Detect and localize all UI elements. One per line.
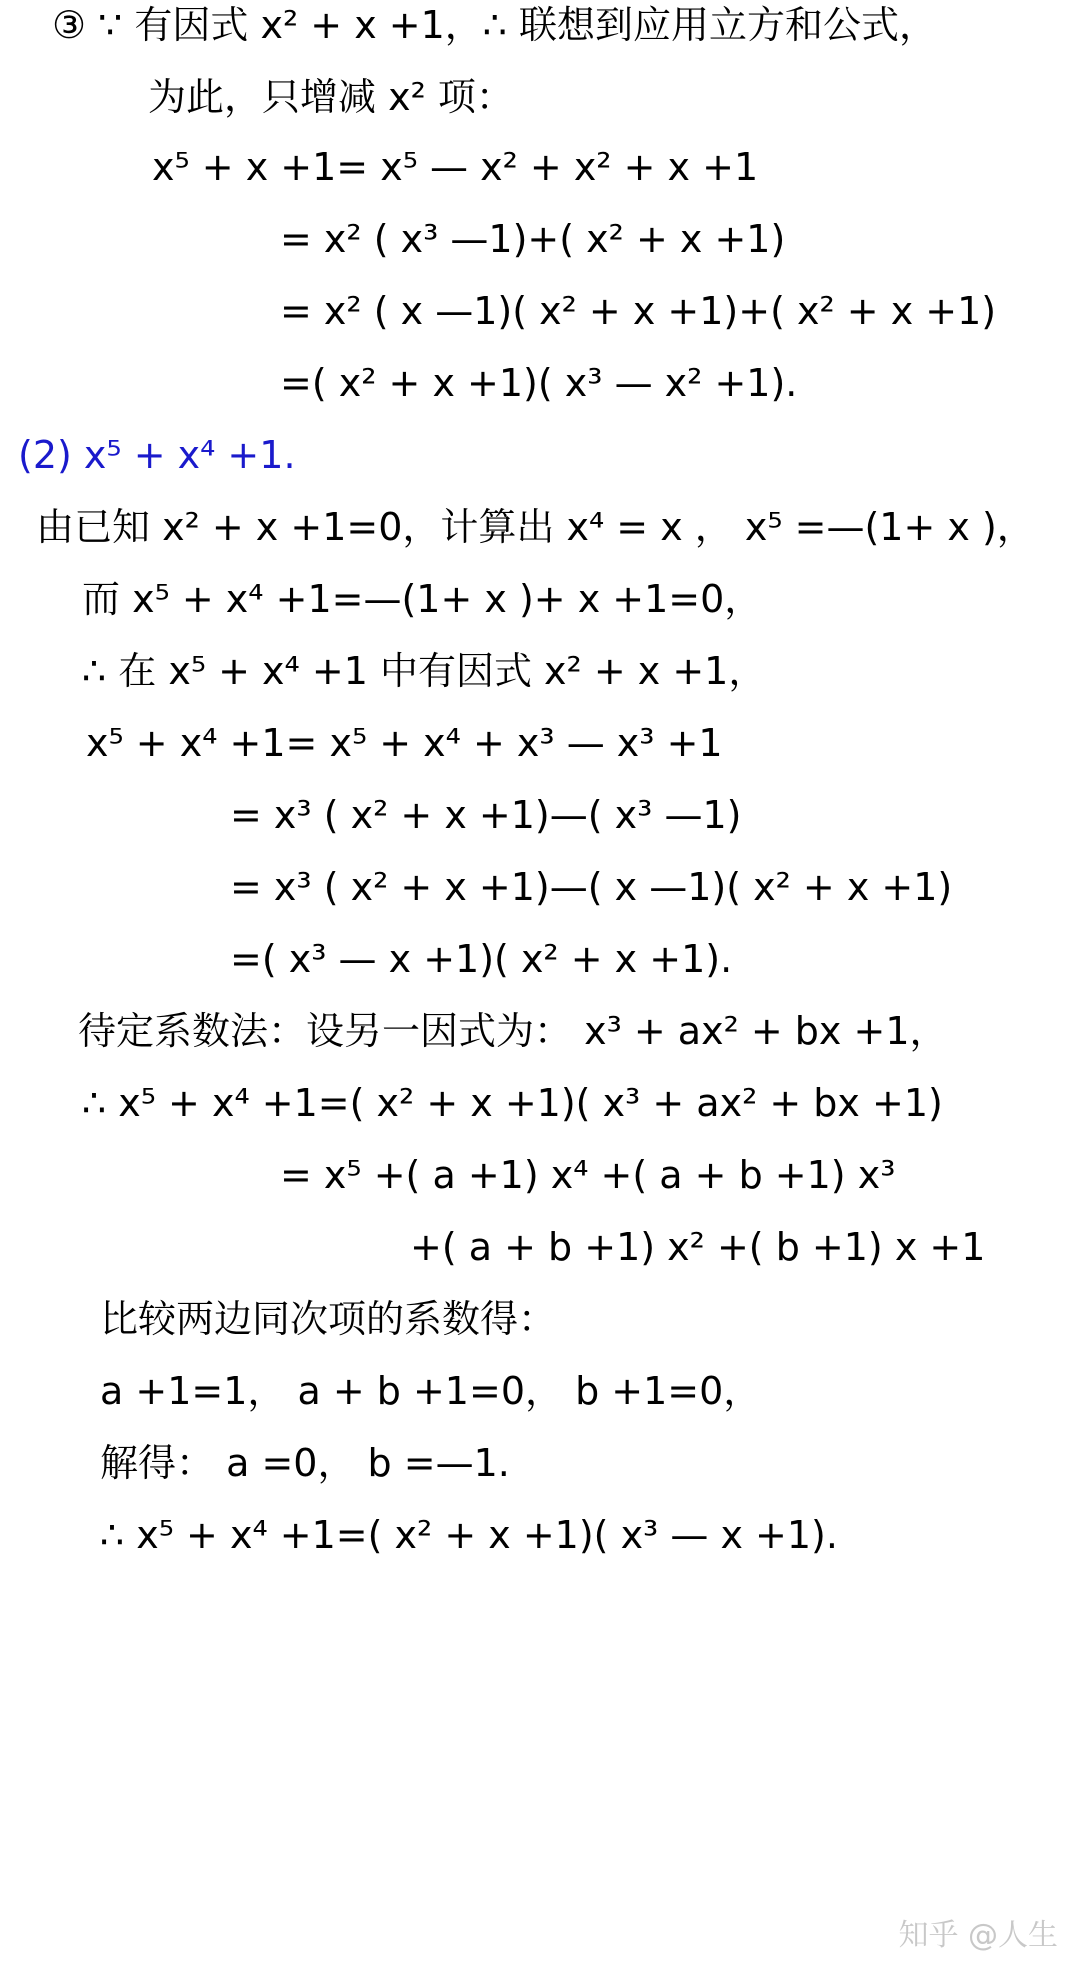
final-result: ∴ x⁵ + x⁴ +1=( x² + x +1)( x³ — x +1). (100, 1513, 838, 1557)
uc-eq-2-continued: +( a + b +1) x² +( b +1) x +1 (410, 1225, 986, 1269)
solution: 解得： a =0， b =—1. (100, 1441, 510, 1485)
compare-coeff-note: 比较两边同次项的系数得： (100, 1297, 557, 1341)
step3-eq-4: =( x² + x +1)( x³ — x² +1). (280, 361, 798, 405)
step3-eq-3: = x² ( x —1)( x² + x +1)+( x² + x +1) (280, 289, 997, 333)
step3-adjust-note: 为此，只增减 x² 项： (148, 75, 514, 119)
uc-eq-1: ∴ x⁵ + x⁴ +1=( x² + x +1)( x³ + ax² + bx +1) (82, 1081, 943, 1125)
p2-eq-1: x⁵ + x⁴ +1= x⁵ + x⁴ + x³ — x³ +1 (86, 721, 723, 765)
p2-substitute: 而 x⁵ + x⁴ +1=—(1+ x )+ x +1=0， (82, 577, 763, 621)
step3-eq-1: x⁵ + x +1= x⁵ — x² + x² + x +1 (152, 145, 759, 189)
p2-conclusion: ∴ 在 x⁵ + x⁴ +1 中有因式 x² + x +1， (82, 649, 767, 693)
p2-eq-2: = x³ ( x² + x +1)—( x³ —1) (230, 793, 742, 837)
p2-eq-4: =( x³ — x +1)( x² + x +1). (230, 937, 733, 981)
coeff-equations: a +1=1， a + b +1=0， b +1=0， (100, 1369, 762, 1413)
uc-eq-2: = x⁵ +( a +1) x⁴ +( a + b +1) x³ (280, 1153, 896, 1197)
step3-eq-2: = x² ( x³ —1)+( x² + x +1) (280, 217, 786, 261)
p2-known: 由已知 x² + x +1=0，计算出 x⁴ = x ， x⁵ =—(1+ x )， (36, 505, 1035, 549)
undetermined-coeff-intro: 待定系数法：设另一因式为： x³ + ax² + bx +1， (78, 1009, 948, 1053)
step3-premise: ③ ∵ 有因式 x² + x +1，∴ 联想到应用立方和公式， (52, 3, 938, 47)
watermark: 知乎 @人生 (898, 1918, 1058, 1953)
problem-2-heading: (2) x⁵ + x⁴ +1. (18, 433, 296, 477)
p2-eq-3: = x³ ( x² + x +1)—( x —1)( x² + x +1) (230, 865, 953, 909)
